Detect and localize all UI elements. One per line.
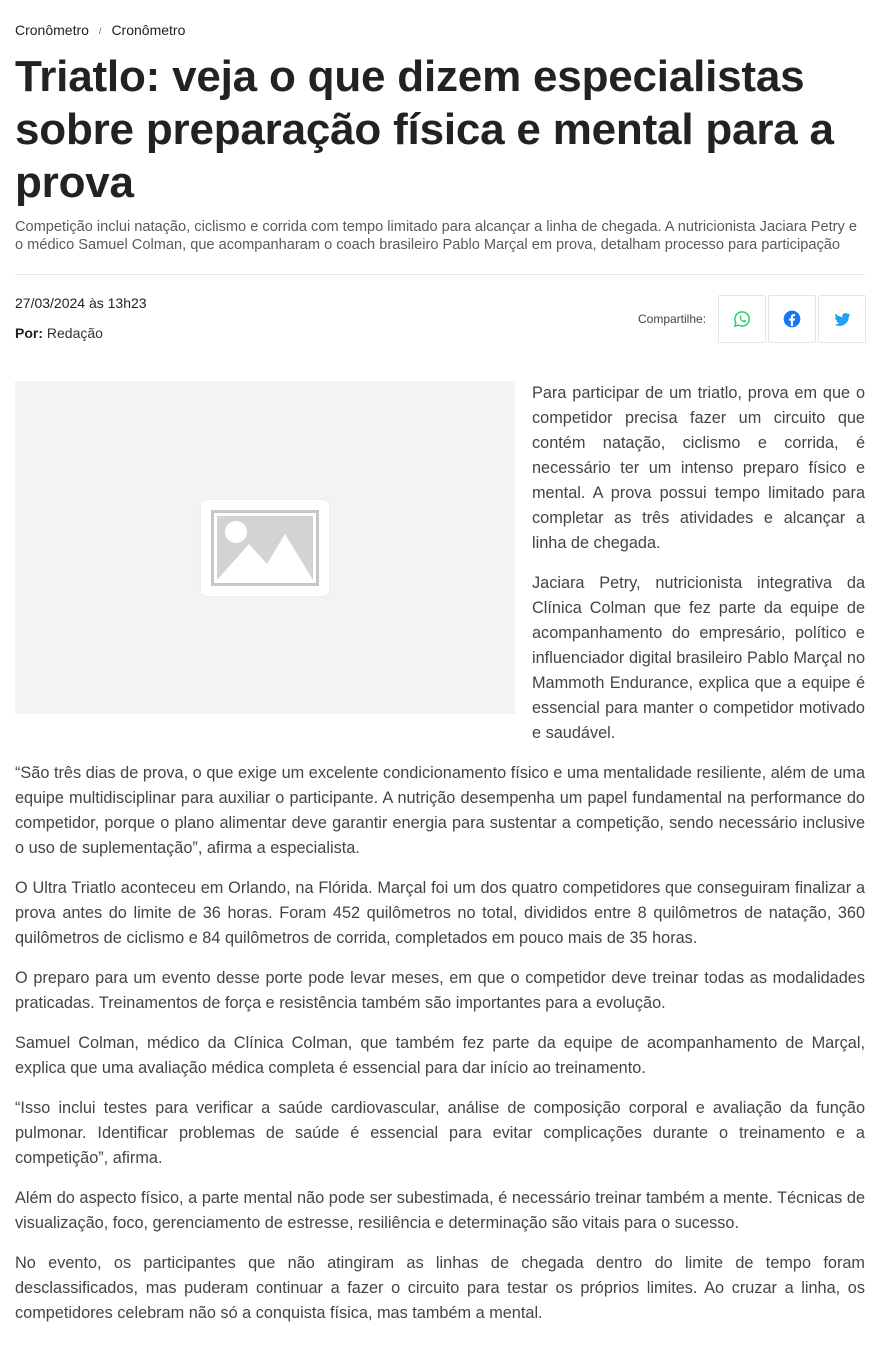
- breadcrumb-separator: /: [98, 26, 102, 36]
- paragraph: O Ultra Triatlo aconteceu em Orlando, na Flórida. Marçal foi um dos quatro competidores que conseguiram finalizar a prova antes do limite de 36 horas. Foram 452 quilômetros no total, divididos entre 8 quilômetros de natação, 360 quilômetros de ciclismo e 84 quilômetros de corrida, completados em pouco mais de 35 horas.: [15, 879, 865, 947]
- paragraph: No evento, os participantes que não atingiram as linhas de chegada dentro do limite de tempo foram desclassificados, mas puderam continuar a fazer o circuito para testar os próprios limites. Ao cruzar a linha, os competidores celebram não só a conquista física, mas também a mental.: [15, 1254, 865, 1322]
- breadcrumb: [15, 22, 185, 38]
- article-image: [15, 381, 515, 714]
- publish-date: 27/03/2024 às 13h23: [15, 295, 147, 311]
- twitter-icon: [833, 310, 852, 329]
- facebook-icon: [782, 309, 802, 329]
- author-line: [15, 325, 103, 341]
- header-divider: [15, 274, 865, 275]
- author-label: Por:: [15, 325, 43, 341]
- share-bar: [638, 295, 866, 343]
- paragraph: Jaciara Petry, nutricionista integrativa da Clínica Colman que fez parte da equipe de acompanhamento do empresário, político e influenciador digital brasileiro Pablo Marçal no Mammoth Endurance, explica que a equipe é essencial para manter o competidor motivado e saudável.: [532, 574, 865, 742]
- article-subtitle: Competição inclui natação, ciclismo e corrida com tempo limitado para alcançar a linha de chegada. A nutricionista Jaciara Petry e o médico Samuel Colman, que acompanharam o coach brasileiro Pablo Marçal em prova, detalham processo para participação: [15, 219, 858, 253]
- author-name: Redação: [46, 325, 103, 341]
- share-label: Compartilhe:: [638, 312, 707, 326]
- share-twitter-button[interactable]: [818, 295, 866, 343]
- share-facebook-button[interactable]: [768, 295, 816, 343]
- paragraph: Além do aspecto físico, a parte mental não pode ser subestimada, é necessário treinar também a mente. Técnicas de visualização, foco, gerenciamento de estresse, resiliência e determinação são vitais para o sucesso.: [15, 1189, 865, 1232]
- image-placeholder-card: [201, 500, 329, 596]
- whatsapp-icon: [733, 310, 751, 328]
- share-whatsapp-button[interactable]: [718, 295, 766, 343]
- breadcrumb-item-home[interactable]: Cronômetro: [15, 22, 89, 38]
- article-title: Triatlo: veja o que dizem especialistas sobre preparação física e mental para a prova: [15, 52, 834, 207]
- image-placeholder-icon: [211, 510, 319, 586]
- article-body: [15, 381, 865, 1341]
- paragraph: “São três dias de prova, o que exige um excelente condicionamento físico e uma mentalidade resiliente, além de uma equipe multidisciplinar para auxiliar o participante. A nutrição desempenha um papel fundamental na performance do competidor, porque o plano alimentar deve garantir energia para sustentar a competição, sendo necessário inclusive o uso de suplementação”, afirma a especialista.: [15, 764, 865, 857]
- paragraph: Para participar de um triatlo, prova em que o competidor precisa fazer um circuito que contém natação, ciclismo e corrida, é necessário ter um intenso preparo físico e mental. A prova possui tempo limitado para completar as três atividades e alcançar a linha de chegada.: [532, 384, 865, 552]
- paragraph: Samuel Colman, médico da Clínica Colman, que também fez parte da equipe de acompanhamento de Marçal, explica que uma avaliação médica completa é essencial para dar início ao treinamento.: [15, 1034, 865, 1077]
- paragraph: O preparo para um evento desse porte pode levar meses, em que o competidor deve treinar todas as modalidades praticadas. Treinamentos de força e resistência também são importantes para a evolução.: [15, 969, 865, 1012]
- paragraph: “Isso inclui testes para verificar a saúde cardiovascular, análise de composição corporal e avaliação da função pulmonar. Identificar problemas de saúde é essencial para evitar complicações durante o treinamento e a competição”, afirma.: [15, 1099, 865, 1167]
- breadcrumb-item-section[interactable]: Cronômetro: [111, 22, 186, 38]
